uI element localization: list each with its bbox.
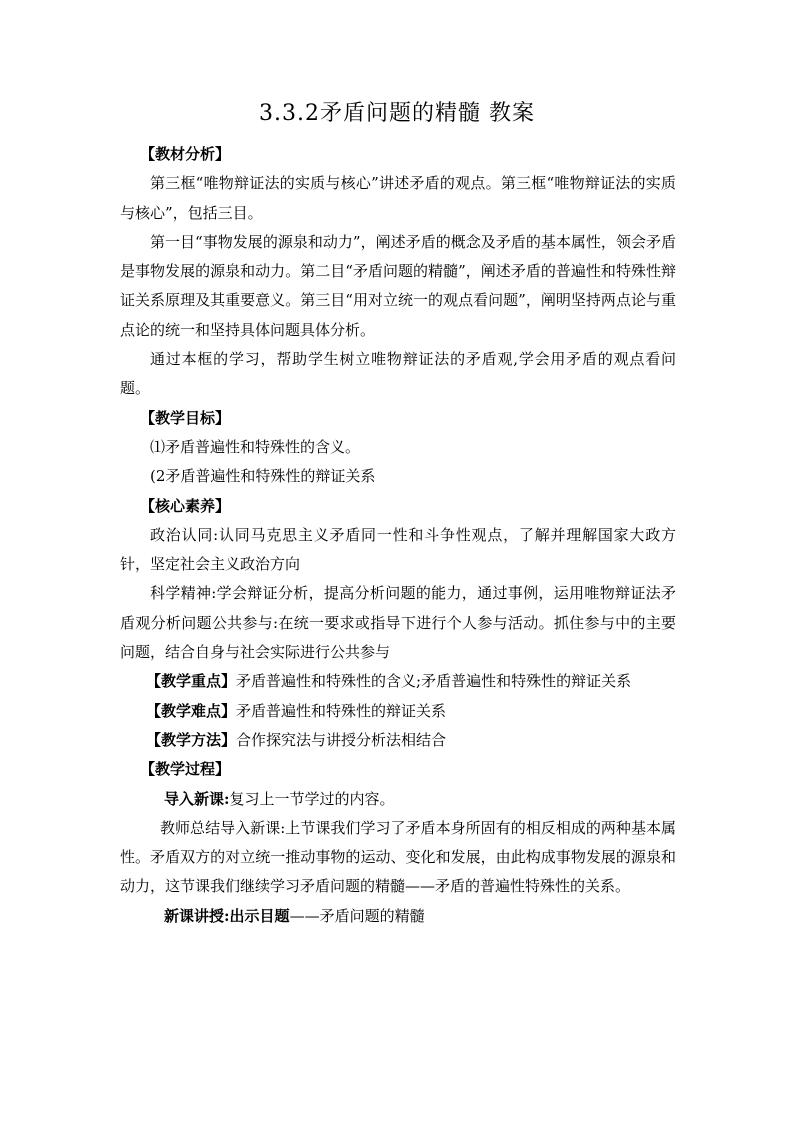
material-analysis-paragraph-1: 第三框“唯物辩证法的实质与核心”讲述矛盾的观点。第三框“唯物辩证法的实质与核心”，包括三目。 xyxy=(120,174,676,222)
core-literacy-paragraph-1: 政治认同:认同马克思主义矛盾同一性和斗争性观点，了解并理解国家大政方针，坚定社会主义政治方向 xyxy=(120,525,676,574)
methods-label: 【教学方法】 xyxy=(146,730,237,749)
section-heading-material-analysis: 【教材分析】 xyxy=(140,145,231,163)
section-heading-objectives: 【教学目标】 xyxy=(140,408,231,427)
key-points-text: 矛盾普遍性和特殊性的含义;矛盾普遍性和特殊性的辩证关系 xyxy=(236,672,632,691)
difficulties-label: 【教学难点】 xyxy=(146,701,237,720)
section-heading-core-literacy: 【核心素养】 xyxy=(140,496,231,515)
process-new-bold: 出示目题 xyxy=(229,906,290,925)
process-new-lesson-line xyxy=(120,902,676,931)
difficulties-line xyxy=(120,697,676,726)
objective-item-1: ⑴矛盾普遍性和特殊性的含义。 xyxy=(150,437,361,456)
process-teacher-paragraph: 教师总结导入新课:上节课我们学习了矛盾本身所固有的相反相成的两种基本属性。矛盾双方的对立统一推动事物的运动、变化和发展，由此构成事物发展的源泉和动力，这节课我们继续学习矛盾问题的精髓——矛盾的普遍性特殊性的关系。 xyxy=(120,818,676,896)
process-new-text: ——矛盾问题的精髓 xyxy=(289,906,425,925)
section-heading-process: 【教学过程】 xyxy=(140,760,231,779)
process-new-label: 新课讲授: xyxy=(164,906,230,925)
core-literacy-paragraph-2: 科学精神:学会辩证分析，提高分析问题的能力，通过事例，运用唯物辩证法矛盾观分析问题公共参与:在统一要求或指导下进行个人参与活动。抓住参与中的主要问题，结合自身与社会实际进行公共参与 xyxy=(120,584,676,662)
key-points-label: 【教学重点】 xyxy=(146,672,237,691)
material-analysis-paragraph-2: 第一目“事物发展的源泉和动力”，阐述矛盾的概念及矛盾的基本属性，领会矛盾是事物发展的源泉和动力。第二目“矛盾问题的精髓”，阐述矛盾的普遍性和特殊性辩证关系原理及其重要意义。第三目“用对立统一的观点看问题”，阐明坚持两点论与重点论的统一和坚持具体问题具体分析。 xyxy=(120,232,676,339)
document-title: 3.3.2矛盾问题的精髓 教案 xyxy=(259,101,535,126)
methods-line xyxy=(120,726,676,755)
process-intro-text: 复习上一节学过的内容。 xyxy=(229,789,395,808)
difficulties-text: 矛盾普遍性和特殊性的辩证关系 xyxy=(236,701,447,720)
process-intro-label: 导入新课: xyxy=(164,789,230,808)
material-analysis-paragraph-3: 通过本框的学习，帮助学生树立唯物辩证法的矛盾观,学会用矛盾的观点看问题。 xyxy=(120,350,676,398)
process-intro-line xyxy=(120,785,676,814)
methods-text: 合作探究法与讲授分析法相结合 xyxy=(236,730,447,749)
objective-item-2: (2矛盾普遍性和特殊性的辩证关系 xyxy=(150,467,376,486)
key-points-line xyxy=(120,667,676,696)
document-body xyxy=(120,140,676,931)
